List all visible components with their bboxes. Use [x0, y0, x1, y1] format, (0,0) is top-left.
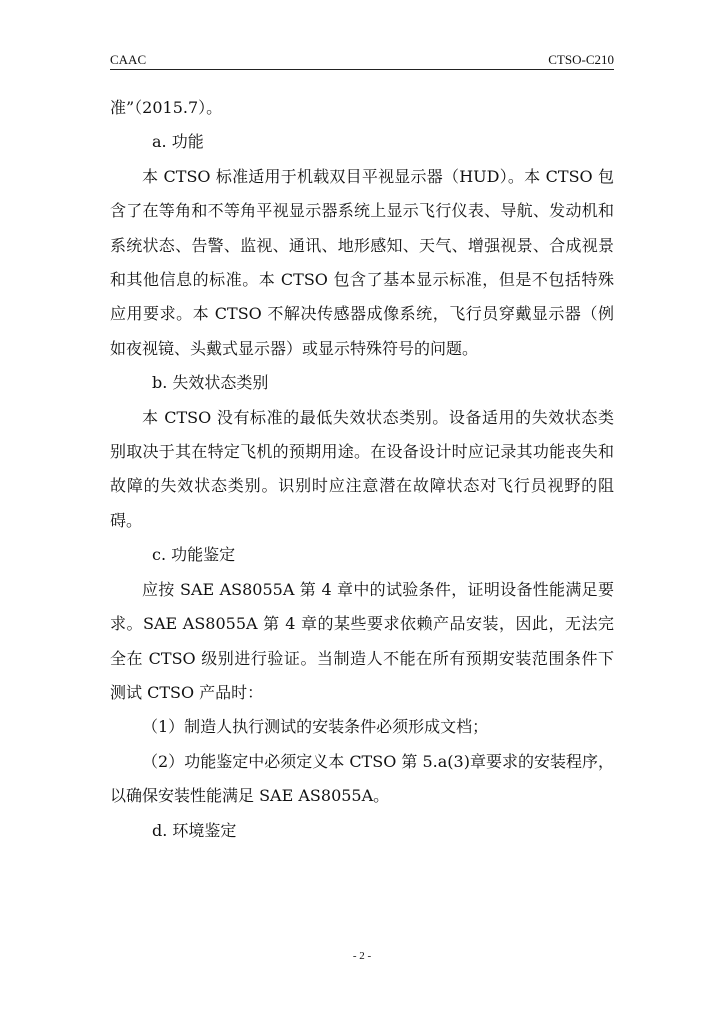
paragraph-continuation: 准”（2015.7）。: [110, 98, 223, 117]
document-body: [110, 91, 614, 848]
header-rule: [110, 69, 614, 70]
header-right: CTSO-C210: [548, 52, 614, 67]
paragraph-b: 本 CTSO 没有标准的最低失效状态类别。设备适用的失效状态类别取决于其在特定飞机的预期用途。在设备设计时应记录其功能丧失和故障的失效状态类别。识别时应注意潜在故障状态对飞行员视野的阻碍。: [110, 407, 614, 530]
header-left: CAAC: [110, 52, 147, 67]
paragraph-c: 应按 SAE AS8055A 第 4 章中的试验条件，证明设备性能满足要求。SAE AS8055A 第 4 章的某些要求依赖产品安装，因此，无法完全在 CTSO 级别进行验证。当制造人不能在所有预期安装范围条件下测试 CTSO 产品时：: [110, 579, 614, 702]
section-heading-a: a. 功能: [152, 132, 204, 152]
page-number: - 2 -: [352, 950, 372, 962]
paragraph-a: 本 CTSO 标准适用于机载双目平视显示器（HUD）。本 CTSO 包含了在等角和不等角平视显示器系统上显示飞行仪表、导航、发动机和系统状态、告警、监视、通讯、地形感知、天气、增强视景、合成视景和其他信息的标准。本 CTSO 包含了基本显示标准，但是不包括特殊应用要求。本 CTSO 不解决传感器成像系统，飞行员穿戴显示器（例如夜视镜、头戴式显示器）或显示特殊符号的问题。: [110, 166, 614, 358]
list-item-1: （1）制造人执行测试的安装条件必须形成文档；: [142, 717, 489, 737]
section-heading-c: c. 功能鉴定: [152, 545, 236, 565]
list-item-2: （2）功能鉴定中必须定义本 CTSO 第 5.a(3)章要求的安装程序，以确保安装性能满足 SAE AS8055A。: [110, 751, 614, 806]
page-header: [110, 52, 614, 68]
section-heading-d: d. 环境鉴定: [152, 820, 237, 840]
section-heading-b: b. 失效状态类别: [152, 373, 269, 393]
